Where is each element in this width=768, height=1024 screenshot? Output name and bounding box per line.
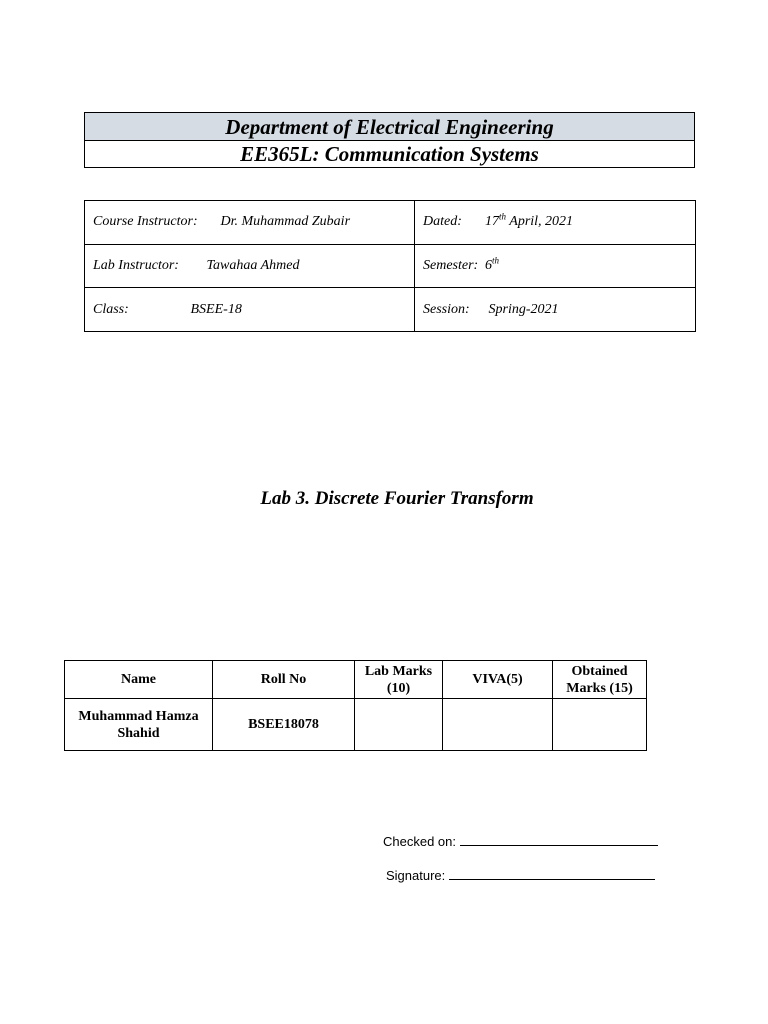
signature-label: Signature:	[386, 868, 446, 883]
lab-instructor-value: Tawahaa Ahmed	[206, 257, 300, 273]
course-instructor-value: Dr. Muhammad Zubair	[220, 214, 351, 230]
roll-no-cell: BSEE18078	[213, 699, 355, 751]
signature-line	[386, 867, 655, 883]
table-row	[65, 699, 647, 751]
class-value: BSEE-18	[190, 301, 242, 317]
obtained-marks-cell	[553, 699, 647, 751]
header-banner	[84, 112, 695, 168]
semester-value: 6	[485, 257, 492, 273]
info-table	[84, 200, 696, 332]
header-obtained-marks: Obtained Marks (15)	[553, 661, 647, 699]
checked-on-blank	[460, 833, 658, 846]
viva-cell	[443, 699, 553, 751]
info-row	[85, 244, 696, 288]
lab-marks-cell	[355, 699, 443, 751]
header-name: Name	[65, 661, 213, 699]
dated-day: 17	[485, 214, 499, 230]
dated-rest: April, 2021	[506, 214, 574, 230]
semester-suffix: th	[492, 255, 500, 266]
lab-title: Lab 3. Discrete Fourier Transform	[260, 488, 534, 509]
dated-suffix: th	[499, 211, 507, 222]
course-instructor-label: Course Instructor:	[93, 214, 198, 230]
dated-label: Dated:	[423, 214, 462, 230]
checked-on-line	[383, 833, 658, 849]
lab-instructor-label: Lab Instructor:	[93, 257, 179, 273]
semester-label: Semester:	[423, 257, 479, 273]
session-cell	[415, 288, 696, 332]
class-label: Class:	[93, 301, 129, 317]
header-roll-no: Roll No	[213, 661, 355, 699]
marks-table	[64, 660, 647, 751]
checked-on-label: Checked on:	[383, 834, 456, 849]
signature-blank	[449, 867, 655, 880]
dated-cell	[415, 201, 696, 245]
header-viva: VIVA(5)	[443, 661, 553, 699]
semester-cell	[415, 244, 696, 288]
marks-header-row	[65, 661, 647, 699]
session-label: Session:	[423, 301, 470, 317]
info-row	[85, 288, 696, 332]
course-instructor-cell	[85, 201, 415, 245]
info-row	[85, 201, 696, 245]
course-title: EE365L: Communication Systems	[240, 142, 539, 166]
session-value: Spring-2021	[488, 301, 559, 317]
lab-instructor-cell	[85, 244, 415, 288]
student-name-cell: Muhammad Hamza Shahid	[65, 699, 213, 751]
class-cell	[85, 288, 415, 332]
department-title: Department of Electrical Engineering	[85, 113, 694, 141]
header-lab-marks: Lab Marks (10)	[355, 661, 443, 699]
